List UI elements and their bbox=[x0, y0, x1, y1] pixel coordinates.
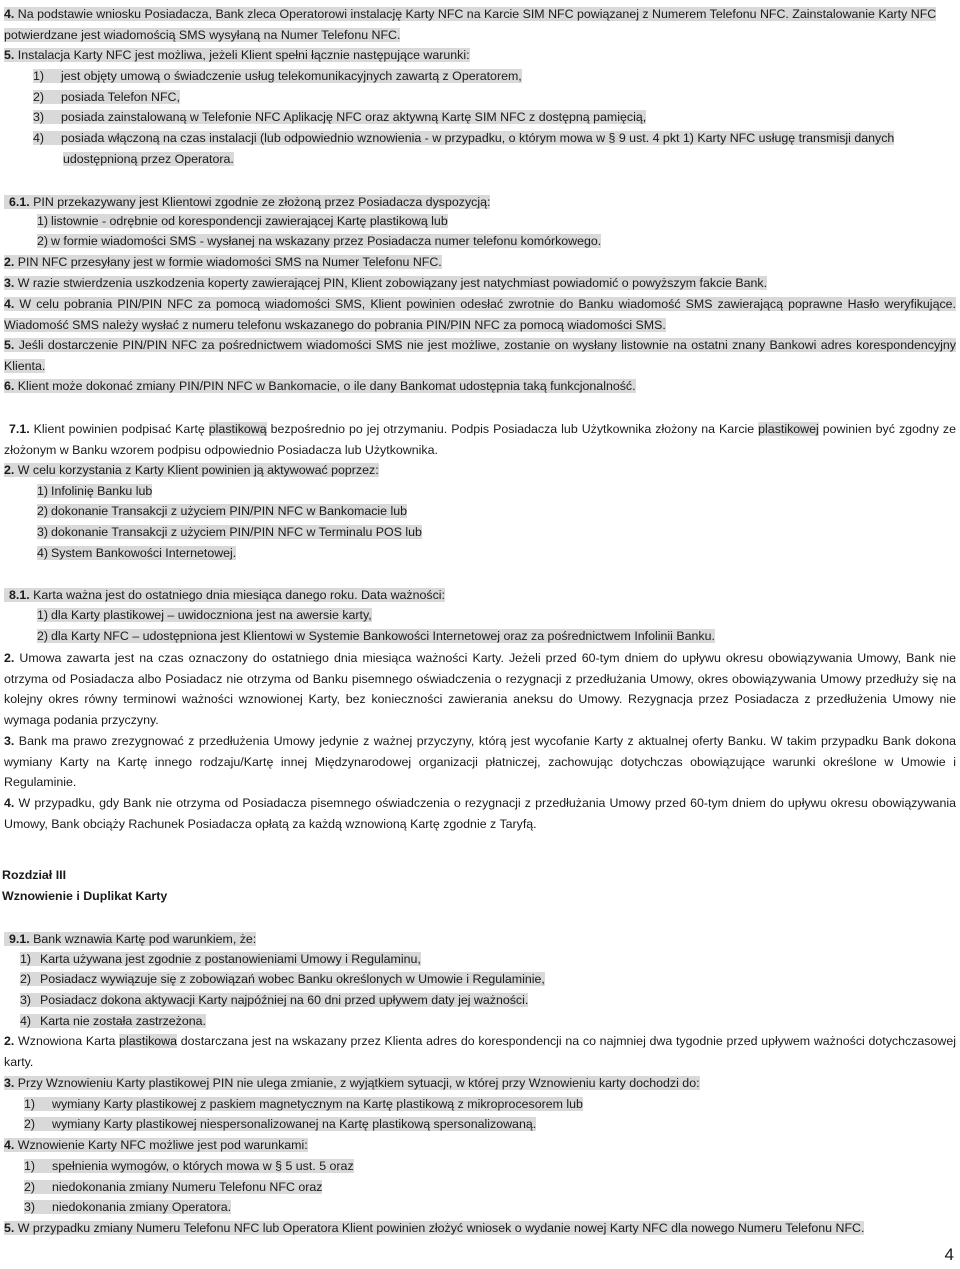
list-item: 1) spełnienia wymogów, o których mowa w § 5 ust. 5 oraz bbox=[24, 1159, 354, 1173]
list-item: 3) Posiadacz dokona aktywacji Karty najpóźniej na 60 dni przed upływem daty jej ważności. bbox=[20, 993, 529, 1007]
list-item: 1) jest objęty umową o świadczenie usług telekomunikacyjnych zawartą z Operatorem, bbox=[33, 69, 522, 83]
paragraph-9-2: 2. Wznowiona Karta plastikowa dostarczana jest na wskazany przez Klienta adres do korespondencji na co najmniej dwa tygodnie przed upływem ważności dotychczasowej karty. bbox=[4, 1034, 956, 1069]
list-item: 4) Karta nie została zastrzeżona. bbox=[20, 1014, 206, 1028]
paragraph-7-1: 7.1. Klient powinien podpisać Kartę plastikową bezpośrednio po jej otrzymaniu. Podpis Posiadacza lub Użytkownika złożony na Karcie plastikowej powinien być zgodny ze złożonym w Banku wzorem podpisu odpowiednio Posiadacza lub Użytkownika. bbox=[4, 422, 956, 457]
paragraph-7-2: 2. W celu korzystania z Karty Klient powinien ją aktywować poprzez: bbox=[4, 463, 379, 477]
list-item: 1) wymiany Karty plastikowej z paskiem magnetycznym na Kartę plastikową z mikroprocesorem lub bbox=[24, 1097, 583, 1111]
paragraph-6-4: 4. W celu pobrania PIN/PIN NFC za pomocą wiadomości SMS, Klient powinien odesłać zwrotnie do Banku wiadomość SMS zawierającą poprawne Hasło weryfikujące. Wiadomość SMS należy wysłać z numeru telefonu wskazanego do pobrania PIN/PIN NFC za pomocą wiadomości SMS. bbox=[4, 297, 956, 332]
paragraph-8-3: 3. Bank ma prawo zrezygnować z przedłużenia Umowy jedynie z ważnej przyczyny, którą jest wycofanie Karty z aktualnej oferty Banku. W takim przypadku Bank dokona wymiany Karty na Kartę innego rodzaju/Kartę innej Międzynarodowej organizacji płatniczej, zachowując dotychczas obowiązujące warunki określone w Umowie i Regulaminie. bbox=[4, 734, 956, 789]
paragraph-number: 5. bbox=[4, 48, 15, 62]
list-item: 2) niedokonania zmiany Numeru Telefonu NFC oraz bbox=[24, 1180, 323, 1194]
paragraph-4 bbox=[4, 4, 956, 45]
list-item: 3) niedokonania zmiany Operatora. bbox=[24, 1200, 232, 1214]
paragraph-number: 4. bbox=[4, 7, 15, 21]
list-item: 2) Posiadacz wywiązuje się z zobowiązań wobec Banku określonych w Umowie i Regulaminie, bbox=[20, 972, 545, 986]
list-item: 3) dokonanie Transakcji z użyciem PIN/PIN NFC w Terminalu POS lub bbox=[37, 525, 422, 539]
chapter-title: Wznowienie i Duplikat Karty bbox=[2, 889, 168, 903]
list-item: 4) System Bankowości Internetowej. bbox=[37, 546, 237, 560]
paragraph-6-6: 6. Klient może dokonać zmiany PIN/PIN NFC w Bankomacie, o ile dany Bankomat udostępnia taką funkcjonalność. bbox=[4, 379, 636, 393]
page-number: 4 bbox=[944, 1245, 954, 1264]
paragraph-6-5: 5. Jeśli dostarczenie PIN/PIN NFC za pośrednictwem wiadomości SMS nie jest możliwe, zostanie on wysłany listownie na ostatni znany Bankowi adres korespondencyjny Klienta. bbox=[4, 338, 956, 373]
paragraph-8-2: 2. Umowa zawarta jest na czas oznaczony do ostatniego dnia miesiąca ważności Karty. Jeżeli przed 60-tym dniem do upływu okresu obowiązywania Umowy, Bank nie otrzyma od Posiadacza albo Posiadacz nie otrzyma od Banku pisemnego oświadczenia o rezygnacji z przedłużania Umowy, okres obowiązywania Umowy przedłuży się na kolejny okres równy terminowi ważności wznowionej Karty, bez konieczności zawierania aneksu do Umowy. Rezygnacja przez Posiadacza z przedłużenia Umowy nie wymaga podania przyczyny. bbox=[4, 651, 956, 727]
list-item: 2) dokonanie Transakcji z użyciem PIN/PIN NFC w Bankomacie lub bbox=[37, 504, 408, 518]
paragraph-8-4: 4. W przypadku, gdy Bank nie otrzyma od Posiadacza pisemnego oświadczenia o rezygnacji z przedłużania Umowy przed 60-tym dniem do upływu okresu obowiązywania Umowy, Bank obciąży Rachunek Posiadacza opłatą za każdą wznowioną Kartę zgodnie z Taryfą. bbox=[4, 796, 956, 831]
list-item: 3) posiada zainstalowaną w Telefonie NFC Aplikację NFC oraz aktywną Kartę SIM NFC z dostępną pamięcią, bbox=[33, 110, 647, 124]
list-item: 2) w formie wiadomości SMS - wysłanej na wskazany przez Posiadacza numer telefonu komórkowego. bbox=[37, 234, 602, 248]
list-item: 1) Infolinię Banku lub bbox=[37, 484, 153, 498]
list-item: 2) posiada Telefon NFC, bbox=[33, 90, 180, 104]
paragraph-5 bbox=[4, 45, 956, 66]
paragraph-6-3: 3. W razie stwierdzenia uszkodzenia koperty zawierającej PIN, Klient zobowiązany jest natychmiast powiadomić o powyższym fakcie Bank. bbox=[4, 276, 768, 290]
paragraph-text: Na podstawie wniosku Posiadacza, Bank zleca Operatorowi instalację Karty NFC na Karcie SIM NFC powiązanej z Numerem Telefonu NFC. Zainstalowanie Karty NFC potwierdzane jest wiadomością SMS wysyłaną na Numer Telefonu NFC. bbox=[4, 7, 937, 42]
chapter-label: Rozdział III bbox=[2, 868, 67, 882]
paragraph-8-1: 8.1. Karta ważna jest do ostatniego dnia miesiąca danego roku. Data ważności: bbox=[4, 585, 956, 606]
list-item: 4) posiada włączoną na czas instalacji (lub odpowiednio wznowienia - w przypadku, o którym mowa w § 9 ust. 4 pkt 1) Karty NFC usługę transmisji danych udostępnioną przez Operatora. bbox=[33, 131, 895, 166]
paragraph-9-4: 4. Wznowienie Karty NFC możliwe jest pod warunkami: bbox=[4, 1138, 308, 1152]
paragraph-text: Instalacja Karty NFC jest możliwa, jeżeli Klient spełni łącznie następujące warunki: bbox=[14, 48, 470, 62]
paragraph-9-5: 5. W przypadku zmiany Numeru Telefonu NFC lub Operatora Klient powinien złożyć wniosek o wydanie nowej Karty NFC dla nowego Numeru Telefonu NFC. bbox=[4, 1221, 865, 1235]
paragraph-6-1: 6.1. PIN przekazywany jest Klientowi zgodnie ze złożoną przez Posiadacza dyspozycją: bbox=[4, 192, 956, 213]
list-item: 2) wymiany Karty plastikowej niespersonalizowanej na Kartę plastikową spersonalizowaną. bbox=[24, 1117, 537, 1131]
list-item: 2) dla Karty NFC – udostępniona jest Klientowi w Systemie Bankowości Internetowej oraz za pośrednictwem Infolinii Banku. bbox=[37, 629, 715, 643]
paragraph-9-1: 9.1. Bank wznawia Kartę pod warunkiem, że: bbox=[4, 929, 956, 950]
list-item: 1) Karta używana jest zgodnie z postanowieniami Umowy i Regulaminu, bbox=[20, 952, 421, 966]
paragraph-9-3: 3. Przy Wznowieniu Karty plastikowej PIN nie ulega zmianie, z wyjątkiem sytuacji, w której przy Wznowieniu karty dochodzi do: bbox=[4, 1076, 700, 1090]
list-item: 1) listownie - odrębnie od korespondencji zawierającej Kartę plastikową lub bbox=[37, 214, 448, 228]
list-item: 1) dla Karty plastikowej – uwidoczniona jest na awersie karty, bbox=[37, 608, 372, 622]
paragraph-6-2: 2. PIN NFC przesyłany jest w formie wiadomości SMS na Numer Telefonu NFC. bbox=[4, 255, 442, 269]
